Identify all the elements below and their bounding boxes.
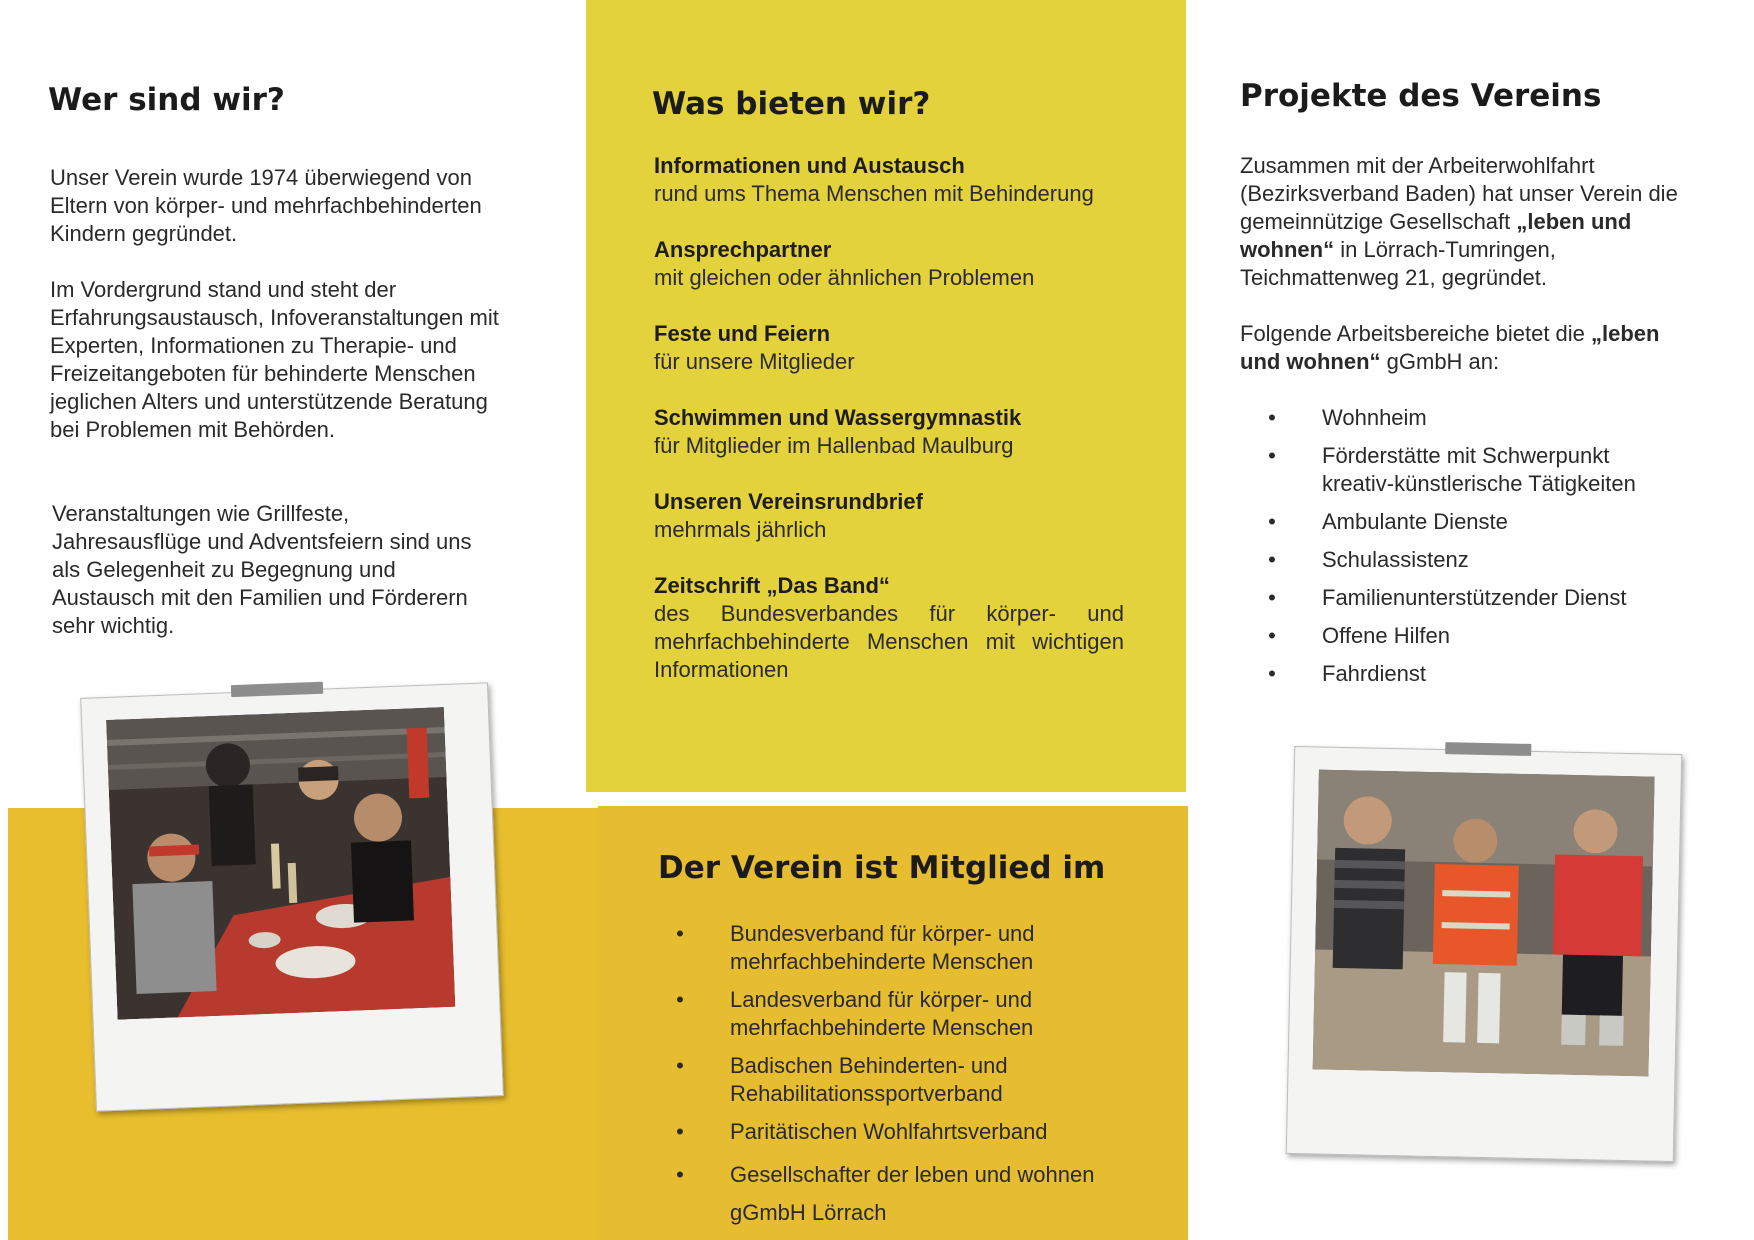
panel-divider	[586, 792, 1186, 806]
membership-heading: Der Verein ist Mitglied im	[658, 850, 1106, 886]
left-paragraph-1: Unser Verein wurde 1974 überwiegend von Eltern von körper- und mehrfachbehinderten Kindern gegründet.	[50, 165, 482, 246]
left-paragraph-2: Im Vordergrund stand und steht der Erfahrungsaustausch, Infoveranstaltungen mit Experten, Informationen zu Therapie- und Freizeitangeboten für behinderte Menschen jeglichen Alters und unterstützende Beratung bei Problemen mit Behörden.	[50, 277, 499, 442]
membership-item: • Paritätischen Wohlfahrtsverband	[670, 1118, 1130, 1146]
offer-item	[654, 320, 1124, 376]
bullet: •	[1268, 405, 1276, 430]
left-paragraph-3: Veranstaltungen wie Grillfeste, Jahresausflüge und Adventsfeiern sind uns als Gelegenheit zu Begegnung und Austausch mit den Familien und Förderern sehr wichtig.	[52, 501, 472, 638]
offer-description: mit gleichen oder ähnlichen Problemen	[654, 265, 1035, 290]
offer-description: für Mitglieder im Hallenbad Maulburg	[654, 433, 1014, 458]
offer-title: Feste und Feiern	[654, 321, 831, 346]
middle-heading: Was bieten wir?	[652, 86, 931, 122]
company-name: „leben und wohnen“	[1240, 321, 1660, 374]
bullet: •	[676, 921, 684, 946]
members-photo-frame	[1286, 746, 1682, 1162]
party-photo-frame	[80, 682, 504, 1111]
work-area-item: • Offene Hilfen	[1262, 622, 1702, 650]
bullet: •	[676, 1053, 684, 1078]
offer-item	[654, 152, 1124, 208]
offer-title: Informationen und Austausch	[654, 153, 965, 178]
offer-title: Ansprechpartner	[654, 237, 832, 262]
offer-title: Schwimmen und Wassergymnastik	[654, 405, 1022, 430]
offer-title: Unseren Vereinsrundbrief	[654, 489, 923, 514]
work-area-item: • Wohnheim	[1262, 404, 1702, 432]
bullet: •	[1268, 443, 1276, 468]
bullet: •	[1268, 585, 1276, 610]
membership-list	[670, 920, 1130, 1232]
membership-item: • Badischen Behinderten- und Rehabilitationssportverband	[670, 1052, 1130, 1108]
membership-item: • Bundesverband für körper- und mehrfachbehinderte Menschen	[670, 920, 1130, 976]
bullet: •	[1268, 623, 1276, 648]
work-areas-list	[1262, 404, 1702, 688]
bullet: •	[676, 1119, 684, 1144]
offer-item	[654, 404, 1124, 460]
offer-item	[654, 488, 1124, 544]
right-intro: Zusammen mit der Arbeiterwohlfahrt (Bezirksverband Baden) hat unser Verein die gemeinnützige Gesellschaft „leben und wohnen“ in Lörrach-Tumringen, Teichmattenweg 21, gegründet.	[1240, 153, 1678, 290]
photo-tape	[1445, 742, 1531, 756]
photo-tape	[231, 682, 323, 698]
bullet: •	[1268, 509, 1276, 534]
bullet: •	[1268, 661, 1276, 686]
party-photo	[106, 707, 455, 1020]
work-area-item: • Ambulante Dienste	[1262, 508, 1702, 536]
offer-item	[654, 572, 1124, 684]
offer-description: für unsere Mitglieder	[654, 349, 855, 374]
offer-description: des Bundesverbandes für körper- und mehrfachbehinderte Menschen mit wichtigen Informationen	[654, 601, 1124, 682]
work-area-item: • Förderstätte mit Schwerpunkt kreativ-künstlerische Tätigkeiten	[1262, 442, 1662, 498]
offer-list	[654, 152, 1124, 712]
offer-description: rund ums Thema Menschen mit Behinderung	[654, 181, 1094, 206]
bullet: •	[676, 1162, 684, 1187]
membership-item: • Gesellschafter der leben und wohnen gGmbH Lörrach	[670, 1156, 1130, 1232]
right-heading: Projekte des Vereins	[1240, 78, 1602, 114]
members-photo	[1313, 770, 1655, 1077]
areas-intro: Folgende Arbeitsbereiche bietet die „leben und wohnen“ gGmbH an:	[1240, 321, 1660, 374]
work-area-item: • Familienunterstützender Dienst	[1262, 584, 1702, 612]
bullet: •	[1268, 547, 1276, 572]
membership-item: • Landesverband für körper- und mehrfachbehinderte Menschen	[670, 986, 1130, 1042]
work-area-item: • Schulassistenz	[1262, 546, 1702, 574]
company-name: „leben und wohnen“	[1240, 209, 1632, 262]
work-area-item: • Fahrdienst	[1262, 660, 1702, 688]
left-heading: Wer sind wir?	[48, 82, 285, 118]
offer-item	[654, 236, 1124, 292]
bullet: •	[676, 987, 684, 1012]
offer-title: Zeitschrift „Das Band“	[654, 573, 890, 598]
offer-description: mehrmals jährlich	[654, 517, 827, 542]
